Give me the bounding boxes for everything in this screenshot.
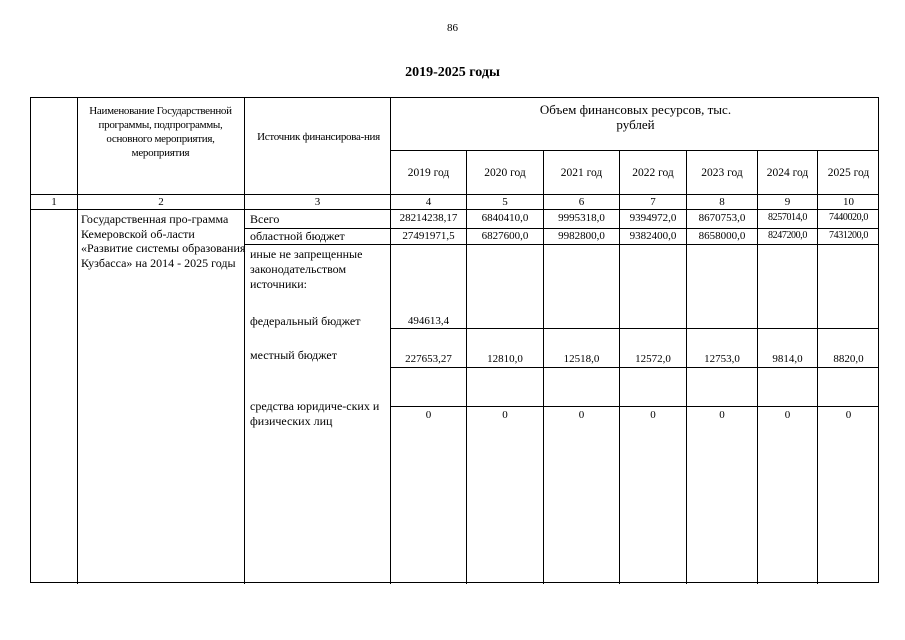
column-number: 8 [719, 196, 725, 208]
source-other: иные не запрещенные законодательством источники: [250, 247, 363, 291]
legal-2021: 0 [578, 409, 585, 421]
local-2019: 227653,27 [405, 353, 452, 365]
local-2025: 8820,0 [833, 353, 864, 365]
year-2019: 2019 год [407, 167, 450, 179]
source-total: Всего [250, 212, 280, 226]
local-2023: 12753,0 [704, 353, 740, 365]
legal-2020: 0 [502, 409, 508, 421]
total-2024: 8257014,0 [768, 212, 807, 223]
year-2025: 2025 год [827, 167, 870, 179]
year-2020: 2020 год [484, 167, 526, 179]
regional-2022: 9382400,0 [629, 230, 677, 242]
legal-2023: 0 [719, 409, 725, 421]
program-name: Государственная про-грамма Кемеровской об-ласти «Развитие системы образования Кузбасса» на 2014 - 2025 годы [81, 212, 246, 270]
column-number: 4 [425, 196, 432, 208]
header-volume-column [391, 102, 880, 132]
column-number: 1 [51, 196, 57, 208]
column-number: 6 [578, 196, 585, 208]
regional-2023: 8658000,0 [698, 230, 746, 242]
regional-2021: 9982800,0 [558, 230, 605, 242]
page-number: 86 [447, 22, 458, 34]
source-local: местный бюджет [250, 348, 337, 362]
local-2021: 12518,0 [563, 353, 600, 365]
legal-2019: 0 [425, 409, 432, 421]
year-2023: 2023 год [701, 167, 743, 179]
page-title: 2019-2025 годы [405, 65, 500, 80]
column-number: 3 [314, 196, 321, 208]
local-2024: 9814,0 [772, 353, 803, 365]
column-number: 10 [843, 196, 854, 208]
source-regional: областной бюджет [250, 229, 345, 243]
column-number: 7 [650, 196, 656, 208]
federal-2019: 494613,4 [407, 315, 450, 327]
column-number: 2 [158, 196, 164, 208]
regional-2024: 8247200,0 [768, 230, 807, 241]
local-2022: 12572,0 [635, 353, 671, 365]
total-2021: 9995318,0 [558, 212, 605, 224]
financing-table [30, 97, 879, 583]
source-federal: федеральный бюджет [250, 314, 361, 328]
total-2022: 9394972,0 [629, 212, 677, 224]
local-2020: 12810,0 [487, 353, 523, 365]
total-2025: 7440020,0 [829, 212, 868, 223]
total-2020: 6840410,0 [481, 212, 529, 224]
column-number: 5 [502, 196, 508, 208]
legal-2024: 0 [784, 409, 791, 421]
total-2019: 28214238,17 [399, 212, 458, 224]
year-2024: 2024 год [766, 167, 809, 179]
source-legal: средства юридиче-ских и физических лиц [250, 399, 380, 428]
regional-2019: 27491971,5 [402, 230, 455, 242]
year-2021: 2021 год [560, 167, 603, 179]
header-source-column: Источник финансирова-ния [257, 131, 380, 143]
column-number: 9 [784, 196, 791, 208]
year-2022: 2022 год [632, 167, 674, 179]
total-2023: 8670753,0 [698, 212, 746, 224]
header-volume-label: Объем финансовых ресурсов, тыс. рублей [539, 102, 732, 132]
header-name-column: Наименование Государственной программы, подпрограммы, основного мероприятия, мероприятия [89, 105, 232, 159]
regional-2020: 6827600,0 [481, 230, 529, 242]
regional-2025: 7431200,0 [829, 230, 868, 241]
legal-2022: 0 [650, 409, 656, 421]
legal-2025: 0 [845, 409, 852, 421]
